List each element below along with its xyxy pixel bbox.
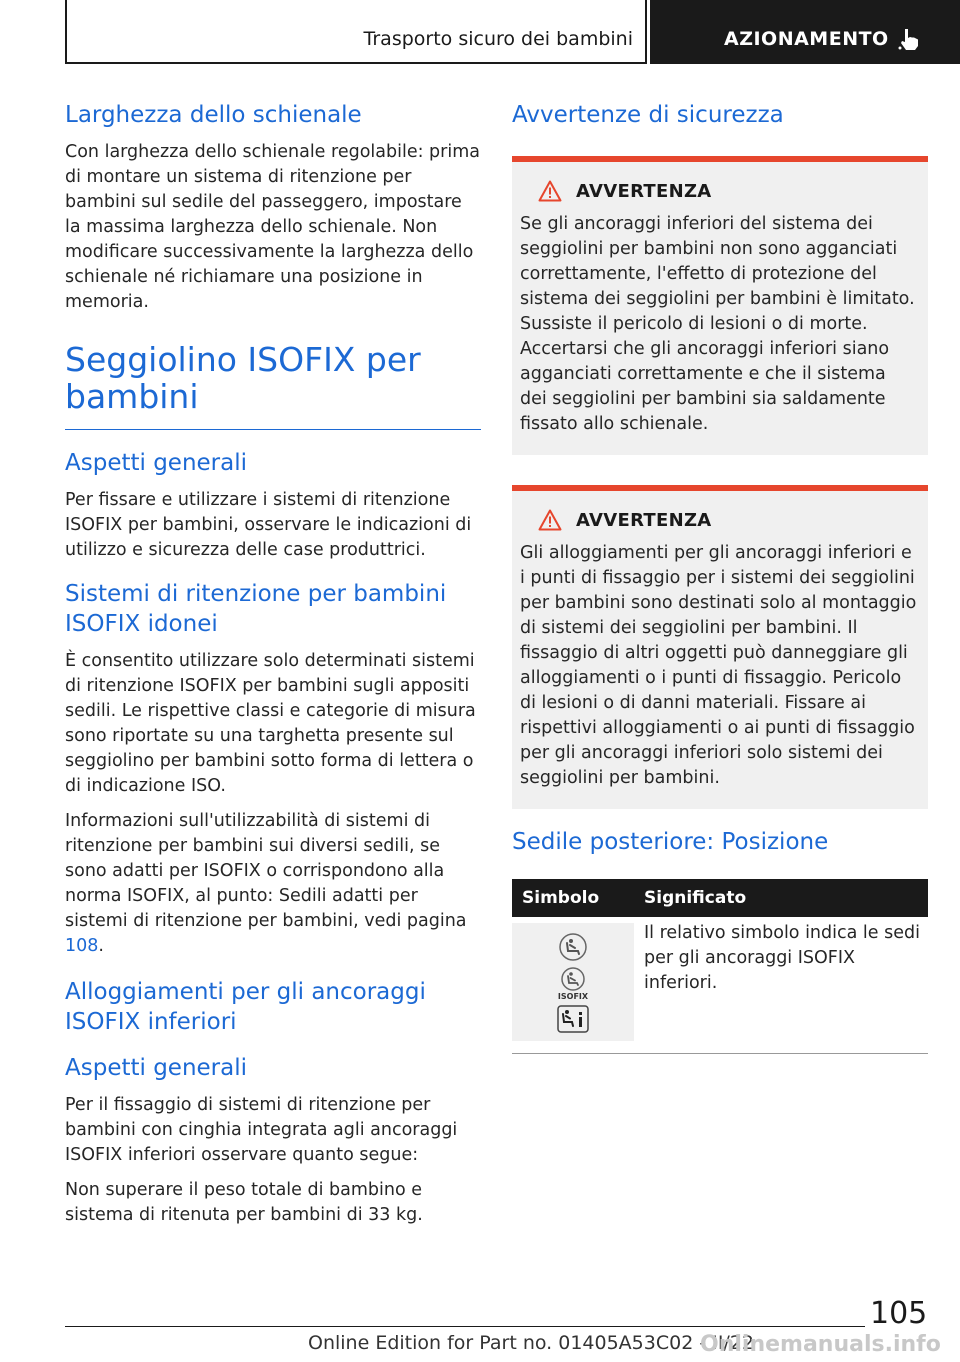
table-divider xyxy=(512,1053,928,1054)
isofix-badge xyxy=(558,966,588,1001)
warning-triangle-icon xyxy=(538,180,562,202)
child-seat-icon xyxy=(558,932,588,962)
isofix-anchor-icon xyxy=(560,966,586,992)
warning-text: Se gli ancoraggi inferiori del sistema dei seggiolini per bambini non sono agganciati correttamente, l'effetto di protezione del sistema dei seggiolini per bambini è limitato. Sussiste il pericolo di lesioni o di morte. Accertarsi che gli ancoraggi inferiori siano agganciati correttamente e che il sistema dei seggiolini per bambini sia saldamente fissato allo schienale. xyxy=(520,214,915,434)
isofix-symbols xyxy=(512,923,634,1041)
symbol-table xyxy=(512,879,928,1041)
anchors-text-2: Non superare il peso totale di bambino e sistema di ritenuta per bambini di 33 kg. xyxy=(65,1180,423,1225)
page-number: 105 xyxy=(870,1296,928,1331)
warning-box xyxy=(512,156,928,455)
general-heading: Aspetti generali xyxy=(65,450,248,476)
suitable-text-2 xyxy=(65,809,481,959)
warning-label: AVVERTENZA xyxy=(576,180,712,202)
backrest-text: Con larghezza dello schienale regolabile: prima di montare un sistema di ritenzione per bambini sul sedile del passeggero, impostare la massima larghezza dello schienale. Non modificare successivamente la larghezza dello schienale né richiamare una posizione in memoria. xyxy=(65,142,480,312)
isofix-badge-label: ISOFIX xyxy=(557,991,589,1001)
suitable-heading: Sistemi di ritenzione per bambini ISOFIX idonei xyxy=(65,581,447,637)
safety-heading: Avvertenze di sicurezza xyxy=(512,102,784,128)
left-column xyxy=(65,100,481,1238)
title-divider xyxy=(65,429,481,430)
column-header-meaning: Significato xyxy=(634,879,928,917)
warning-triangle-icon xyxy=(538,509,562,531)
header-section-title: Trasporto sicuro dei bambini xyxy=(363,28,633,50)
symbol-meaning: Il relativo simbolo indica le sedi per gli ancoraggi ISOFIX inferiori. xyxy=(644,923,920,993)
suitable-text-2-body: Informazioni sull'utilizzabilità di sistemi di ritenzione per bambini sui diversi sedili, se sono adatti per ISOFIX o corrispondono alla norma ISOFIX, al punto: Sedili adatti per sistemi di ritenzione per bambini, vedi pagina xyxy=(65,811,467,931)
isofix-info-icon xyxy=(557,1005,589,1033)
table-row xyxy=(512,917,928,1041)
isofix-title: Seggiolino ISOFIX per bambini xyxy=(65,340,421,416)
page-ref-link[interactable]: 108 xyxy=(65,936,99,956)
header-chapter-title: AZIONAMENTO xyxy=(724,28,889,50)
backrest-heading: Larghezza dello schienale xyxy=(65,102,362,128)
pointing-hand-icon xyxy=(896,26,922,52)
column-header-symbol: Simbolo xyxy=(512,879,634,917)
header-section-tab xyxy=(65,0,647,64)
suitable-text-1: È consentito utilizzare solo determinati sistemi di ritenzione ISOFIX per bambini sugli appositi sedili. Le rispettive classi e categorie di misura sono riportate su una targhetta presente sul seggiolino per bambini sotto forma di lettera o di indicazione ISO. xyxy=(65,651,476,796)
warning-text: Gli alloggiamenti per gli ancoraggi inferiori e i punti di fissaggio per i sistemi dei seggiolini per bambini sono destinati solo al montaggio di sistemi dei seggiolini per bambini. Il fissaggio di altri oggetti può danneggiare gli alloggiamenti o i punti di fissaggio. Pericolo di lesioni o di danni materiali. Fissare ai rispettivi alloggiamenti o ai punti di fissaggio per gli ancoraggi inferiori solo sistemi dei seggiolini per bambini. xyxy=(520,543,917,788)
warning-title xyxy=(538,509,918,531)
header-chapter-tab xyxy=(650,0,960,64)
footer-divider xyxy=(65,1326,865,1327)
anchors-heading: Alloggiamenti per gli ancoraggi ISOFIX inferiori xyxy=(65,979,426,1035)
rear-seat-heading: Sedile posteriore: Posizione xyxy=(512,829,829,855)
suitable-text-2-end: . xyxy=(98,936,104,956)
right-column xyxy=(512,100,928,1054)
general-text: Per fissare e utilizzare i sistemi di ritenzione ISOFIX per bambini, osservare le indicazioni di utilizzo e sicurezza delle case produttrici. xyxy=(65,490,472,560)
footer-watermark: Onlinemanuals.info xyxy=(700,1332,941,1357)
warning-title xyxy=(538,180,918,202)
footer-edition: Online Edition for Part no. 01405A53C02 - II/22 xyxy=(308,1332,755,1354)
warning-label: AVVERTENZA xyxy=(576,509,712,531)
anchors-text-1: Per il fissaggio di sistemi di ritenzione per bambini con cinghia integrata agli ancoraggi ISOFIX inferiori osservare quanto segue: xyxy=(65,1095,458,1165)
anchors-sub-heading: Aspetti generali xyxy=(65,1055,248,1081)
warning-box xyxy=(512,485,928,809)
